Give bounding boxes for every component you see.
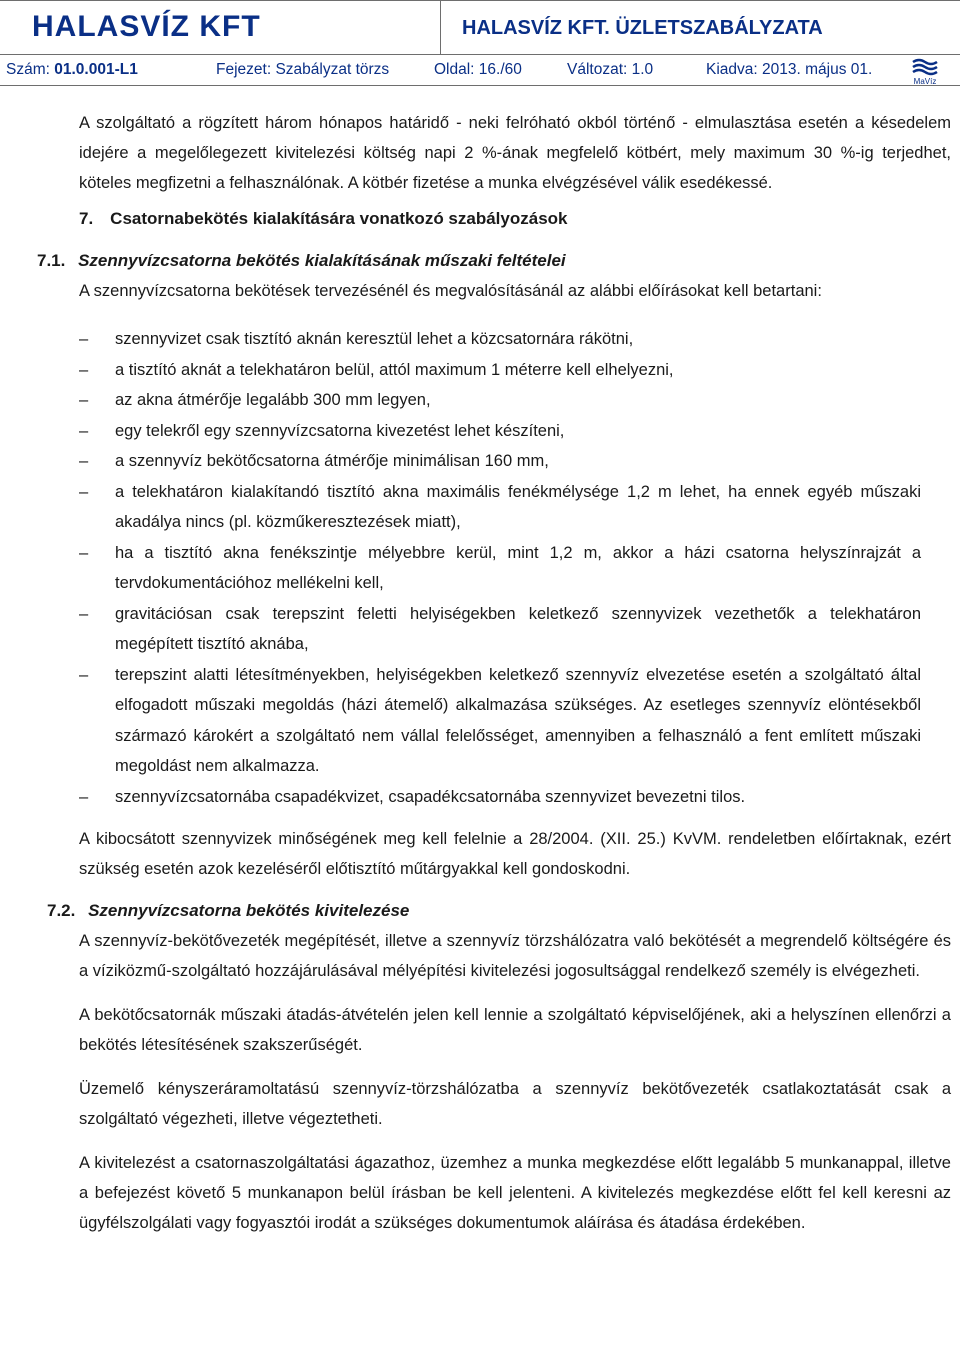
list-item: – az akna átmérője legalább 300 mm legyen,	[79, 385, 921, 416]
requirements-list	[79, 324, 921, 812]
header-bottom-rule	[0, 85, 960, 86]
section-7-2-title: Szennyvízcsatorna bekötés kivitelezése	[88, 901, 410, 920]
issue-date: Kiadva: 2013. május 01.	[706, 61, 873, 78]
list-item: – a tisztító aknát a telekhatáron belül, attól maximum 1 méterre kell elhelyezni,	[79, 355, 921, 386]
section-7-2-heading	[47, 896, 951, 926]
document-title: HALASVÍZ KFT. ÜZLETSZABÁLYZATA	[462, 17, 823, 39]
section-7-2-paragraph-2: A bekötőcsatornák műszaki átadás-átvételén jelen kell lennie a szolgáltató képviselőjének, aki a helyszínen ellenőrzi a bekötés létesítésének szakszerűségét.	[79, 1006, 951, 1054]
section-7-1-heading	[37, 246, 951, 276]
page-info: Oldal: 16./60	[434, 61, 522, 78]
list-item: – egy telekről egy szennyvízcsatorna kivezetést lehet készíteni,	[79, 416, 921, 447]
section-7-1-intro: A szennyvízcsatorna bekötések tervezésénél és megvalósításánál az alábbi előírásokat kell betartani:	[79, 282, 822, 300]
section-7-2-paragraph-1: A szennyvíz-bekötővezeték megépítését, illetve a szennyvíz törzshálózatra való bekötését a megrendelő költségére és a víziközmű-szolgáltató hozzájárulásával mélyépítési kivitelezési jogosultsággal rendelkező személy is elvégezheti.	[79, 932, 951, 980]
list-item: – a telekhatáron kialakítandó tisztító akna maximális fenékmélysége 1,2 m lehet, ha ennek egyéb műszaki akadálya nincs (pl. közműkeresztezések miatt),	[79, 477, 921, 538]
intro-paragraph: A szolgáltató a rögzített három hónapos határidő - neki felróható okból történő - elmulasztása esetén a késedelem idejére a megelőlegezett kivitelezési költség napi 2 %-ának megfelelő kötbért, mely maximum 30 %-ig terjedhet, köteles megfizetni a felhasználónak. A kötbér fizetése a munka elvégzésével válik esedékessé.	[79, 114, 951, 192]
header-divider	[440, 0, 441, 55]
section-7-1-number: 7.1.	[37, 251, 66, 270]
version-info: Változat: 1.0	[567, 61, 654, 78]
chapter-info: Fejezet: Szabályzat törzs	[216, 61, 390, 78]
maviz-logo	[905, 56, 945, 86]
header-top-rule	[0, 0, 960, 1]
list-item: – szennyvizet csak tisztító aknán keresztül lehet a közcsatornára rákötni,	[79, 324, 921, 355]
section-7-2-paragraph-3: Üzemelő kényszeráramoltatású szennyvíz-törzshálózatba a szennyvíz bekötővezeték csatlakoztatását csak a szolgáltató végezheti, illetve végeztetheti.	[79, 1080, 951, 1128]
page-header	[0, 0, 960, 86]
doc-number-label: Szám:	[6, 61, 50, 78]
section-7-2-paragraph-4: A kivitelezést a csatornaszolgáltatási ágazathoz, üzemhez a munka megkezdése előtt legalább 5 munkanappal, illetve a befejezést követő 5 munkanapon belül írásban be kell jelenteni. A kivitelezés megkezdése előtt fel kell keresni az ügyfélszolgálati vagy fogyasztói irodát a szükséges dokumentumok aláírása és átadása érdekében.	[79, 1154, 951, 1232]
doc-number-value: 01.0.001-L1	[54, 61, 138, 78]
section-7-2-number: 7.2.	[47, 901, 76, 920]
list-item: – ha a tisztító akna fenékszintje mélyebbre kerül, mint 1,2 m, akkor a házi csatorna helyszínrajzát a tervdokumentációhoz mellékelni kell,	[79, 538, 921, 599]
list-item: – a szennyvíz bekötőcsatorna átmérője minimálisan 160 mm,	[79, 446, 921, 477]
section-7-heading: 7. Csatornabekötés kialakítására vonatkozó szabályozások	[79, 209, 568, 228]
discharge-quality-paragraph: A kibocsátott szennyvizek minőségének meg kell felelnie a 28/2004. (XII. 25.) KvVM. rendeletben előírtaknak, ezért szükség esetén azok kezeléséről előtisztító műtárgyakkal kell gondoskodni.	[79, 830, 951, 878]
list-item: – szennyvízcsatornába csapadékvizet, csapadékcsatornába szennyvizet bevezetni tilos.	[79, 782, 921, 813]
section-7-1-title: Szennyvízcsatorna bekötés kialakításának műszaki feltételei	[78, 251, 566, 270]
header-middle-rule	[0, 54, 960, 55]
list-item: – terepszint alatti létesítményekben, helyiségekben keletkező szennyvíz elvezetése esetén a szolgáltató által elfogadott műszaki megoldás (házi átemelő) alkalmazása szükséges. Az esetleges szennyvíz elöntésekből származó károkért a szolgáltató nem vállal felelősséget, amennyiben a felhasználó a fent említett műszaki megoldást nem alkalmazza.	[79, 660, 921, 782]
doc-number	[6, 61, 138, 79]
company-brand: HALASVÍZ KFT	[32, 10, 261, 43]
list-item: – gravitációsan csak terepszint feletti helyiségekben keletkező szennyvizek vezethetők a telekhatáron megépített tisztító aknába,	[79, 599, 921, 660]
page-body	[37, 108, 951, 1238]
logo-text: MaVíz	[913, 77, 937, 86]
